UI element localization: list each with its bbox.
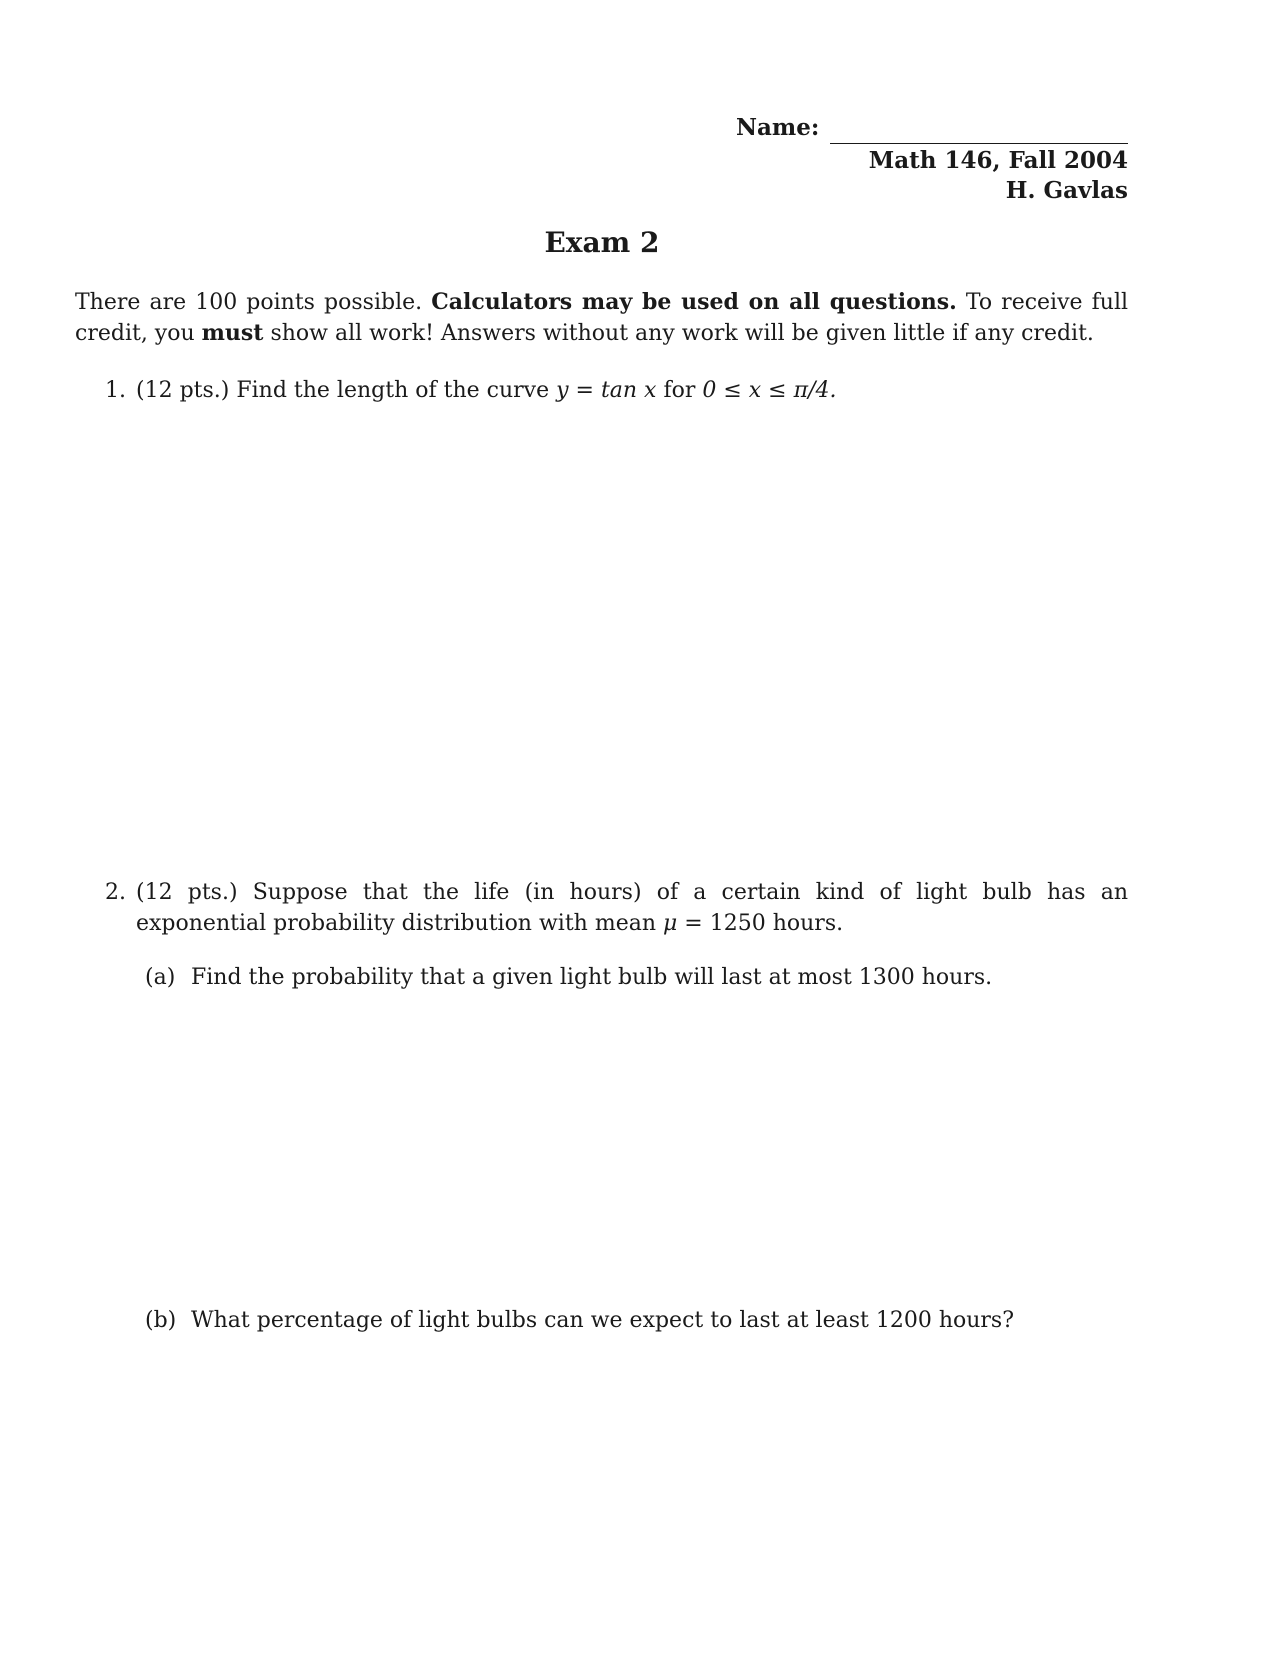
question-text — [136, 877, 1128, 939]
instructions-paragraph — [75, 287, 1128, 349]
name-blank-line — [830, 143, 1128, 144]
name-label: Name: — [736, 114, 820, 141]
course-title: Math 146, Fall 2004 — [868, 147, 1128, 174]
question-number: 2. — [105, 880, 126, 905]
question-text-b: for — [656, 378, 703, 403]
question-number: 1. — [105, 378, 126, 403]
question-2 — [105, 877, 1128, 939]
part-text: What percentage of light bulbs can we expect to last at least 1200 hours? — [191, 1308, 1015, 1333]
name-field-row — [700, 114, 1128, 144]
question-text-a: (12 pts.) Find the length of the curve — [136, 378, 557, 403]
question-math: μ = — [663, 911, 710, 936]
question-2-part-b — [145, 1305, 1128, 1336]
question-text — [136, 375, 1128, 406]
question-math: y = tan x — [556, 378, 657, 403]
intro-bold-must: must — [201, 320, 264, 346]
intro-bold-calculators: Calculators may be used on all questions. — [431, 289, 957, 315]
intro-text-3: show all work! Answers without any work will be given little if any credit. — [263, 321, 1094, 346]
question-math-range: 0 ≤ x ≤ π/4. — [702, 378, 837, 403]
intro-text-2: To receive full credit, you — [75, 290, 1129, 346]
part-text: Find the probability that a given light bulb will last at most 1300 hours. — [191, 965, 993, 990]
instructor-name: H. Gavlas — [1005, 177, 1128, 204]
exam-title: Exam 2 — [544, 226, 660, 259]
question-text-a: (12 pts.) Suppose that the life (in hours) of a certain kind of light bulb has an exponential probability distribution with mean — [136, 880, 1128, 936]
intro-text-1: There are 100 points possible. — [75, 290, 432, 315]
question-text-b: 1250 hours. — [709, 911, 844, 936]
course-info — [869, 146, 1128, 206]
question-1 — [105, 375, 1128, 406]
part-label: (a) — [145, 965, 176, 990]
part-label: (b) — [145, 1308, 177, 1333]
question-2-part-a — [145, 962, 1128, 993]
